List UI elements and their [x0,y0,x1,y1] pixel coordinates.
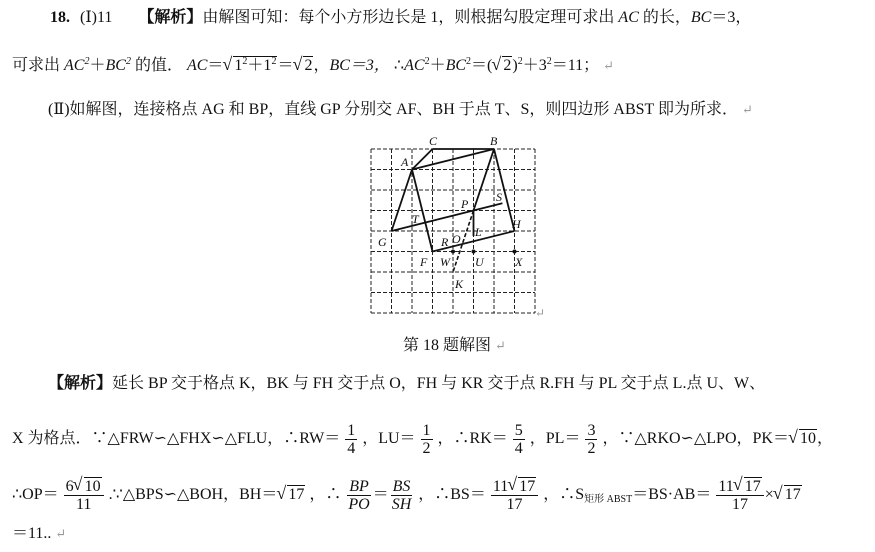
line2-expr: $AC^2$ [64,56,90,74]
svg-text:L: L [475,225,482,239]
area-subscript: 矩形 ABST [584,494,633,506]
analysis2-text-1: 延长 BP 交于格点 K，BK 与 FH 交于点 O，FH 与 KR 交于点 R.FH 与 PL 交于点 L.点 U、W、 [112,375,766,392]
svg-text:G: G [378,235,387,249]
svg-text:S: S [496,190,502,204]
svg-text:C: C [429,134,438,148]
svg-text:T: T [412,212,419,226]
ac-symbol: AC [618,9,639,26]
line2-mid: 的值． [134,57,183,74]
svg-text:U: U [475,255,484,269]
part2-text: (Ⅱ)如解图，连接格点 AG 和 BP，直线 GP 分别交 AF、BH 于点 T、S，则四边形 ABST 即为所求． [48,101,739,118]
point-labels [378,134,523,291]
svg-text:W: W [440,255,450,269]
svg-text:A: A [401,155,409,169]
bc-value: BC＝3， [329,57,390,74]
sqrt-2: √ 2 [293,56,313,76]
ac-symbol-2: AC [186,57,208,74]
svg-text:P: P [461,197,469,211]
grid-lines [371,149,535,313]
svg-text:K: K [455,277,464,291]
line1-mid: 的长， [638,9,691,26]
fraction-lu: $\frac{1}{2}$ [422,422,431,457]
paragraph-mark: ↵ [535,306,546,320]
part2-line [48,100,753,120]
problem-line-2: 可求出 $AC^2+BC^2$ 的值． AC＝ √ $1^2+1^2=$ √ 2，BC＝3， $\therefore AC^2+BC^2=$( √ $2)^2+3^2=11$； ↵ [12,56,614,76]
svg-text:F: F [420,255,428,269]
solution-figure [365,132,555,332]
sqrt-17-b: √ 17 [774,485,802,505]
fraction-op: $\frac{6 √ 10}{11}$ [64,478,104,513]
analysis2-line-3: ∴OP＝ $\frac{6 √ 10}{11}$ .∵△BPS∽△BOH，BH＝ √ 17 ，∴ $\frac{BP}{PO}$ ＝ $\frac{BS}{SH}$ ，∴BS＝ $\frac{11 √ 17}{17}$ ，$\therefore S_{矩形 ABST}=BS\cdot AB=$ $\frac{11 √ 17}{17}$ × √ 17 [12,478,802,513]
sqrt-17: √ 17 [277,485,305,505]
line1-text: 由解图可知：每个小方形边长是 1，则根据勾股定理可求出 [202,9,615,26]
analysis-tag-2: 【解析】 [48,375,113,392]
therefore-expression: $\therefore AC^2+BC^2=$( √ $2)^2+3^2=11$； [394,57,599,74]
problem-line-1 [50,8,751,28]
sqrt-expression: √ $1^2+1^2$ [223,56,277,76]
svg-text:X: X [515,255,523,269]
part1-answer: (Ⅰ)11 [80,9,113,26]
analysis2-line-2: X 为格点．∵△FRW∽△FHX∽△FLU，∴RW＝ $\frac{1}{4}$ ，LU＝ $\frac{1}{2}$ ，∴RK＝ $\frac{5}{4}$ ，PL＝ $\frac{3}{2}$ ，∵△RKO∽△LPO，PK＝ √ 10， [12,422,833,457]
svg-text:B: B [490,134,498,148]
analysis2-line-1 [48,374,765,394]
analysis-tag: 【解析】 [138,9,203,26]
svg-text:O: O [452,232,461,246]
fraction-bs: $\frac{11 √ 17}{17}$ [491,478,538,513]
fraction-area: $\frac{11 √ 17}{17}$ [716,478,763,513]
line2-start: 可求出 [12,57,61,74]
figure-caption: 第 18 题解图 ↵ [403,337,506,354]
final-answer: ＝11.. [12,525,52,542]
fraction-bs-sh: $\frac{BS}{SH}$ [391,478,412,513]
fraction-rk: $\frac{5}{4}$ [514,422,523,457]
grid-diagram [365,132,555,327]
sqrt-10: √ 10 [789,429,817,449]
svg-text:H: H [512,217,521,231]
fraction-pl: $\frac{3}{2}$ [587,422,596,457]
bc-symbol: BC [690,9,712,26]
paragraph-mark: ↵ [742,102,753,117]
line1-end: ＝3， [711,9,752,26]
problem-number: 18. [50,9,70,26]
svg-text:R: R [441,235,449,249]
fraction-rw: $\frac{1}{4}$ [347,422,356,457]
fraction-bp-po: $\frac{BP}{PO}$ [348,478,370,513]
analysis2-line-4: ＝11.. ↵ [12,525,67,542]
paragraph-mark: ↵ [603,58,615,73]
